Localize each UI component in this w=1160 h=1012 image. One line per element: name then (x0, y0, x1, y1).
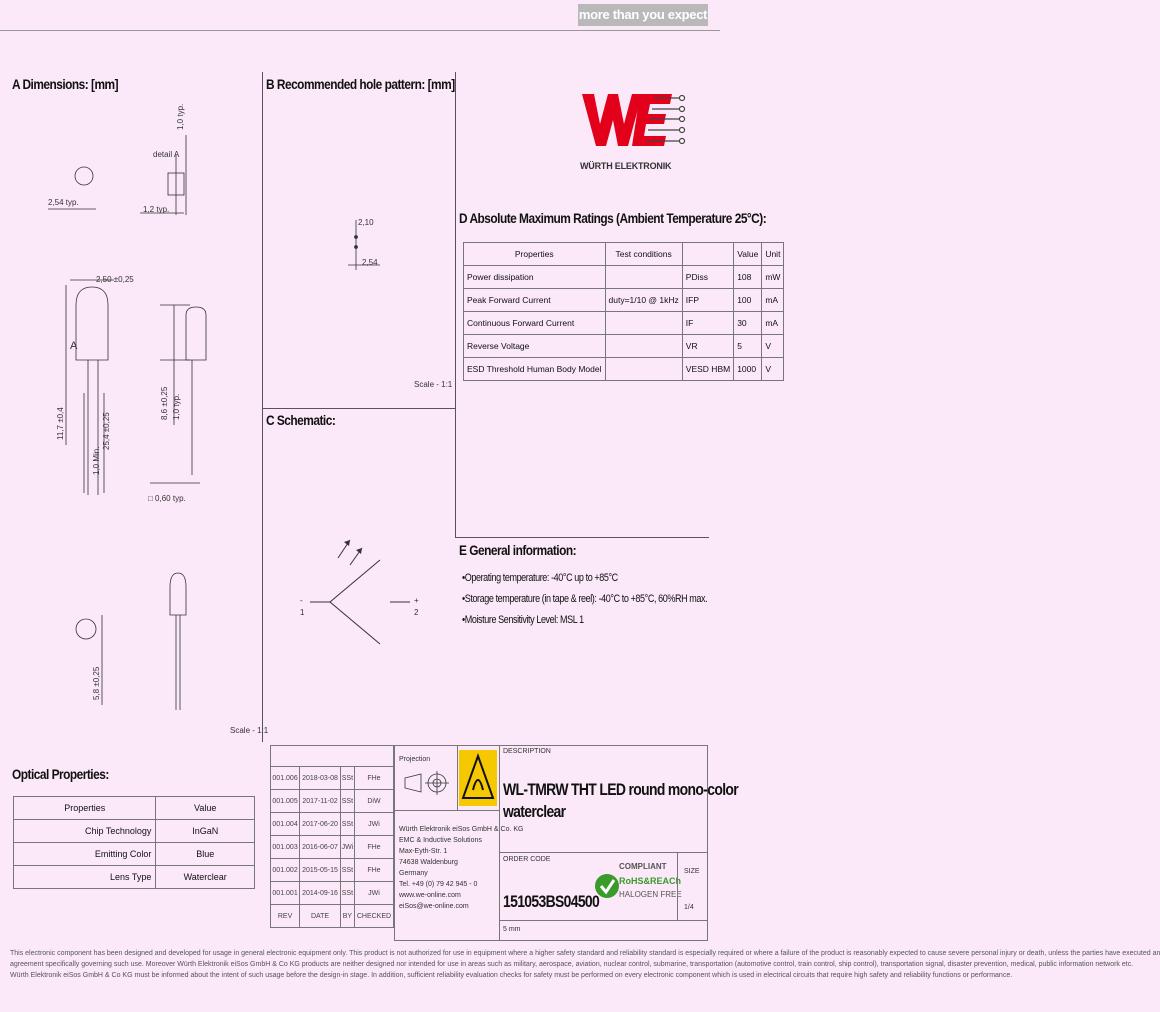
section-optical-title: Optical Properties: (12, 766, 109, 782)
dim-lead-length: 25,4 ±0,25 (102, 412, 111, 450)
dim-detail-marker: A (70, 340, 78, 352)
table-row (14, 843, 255, 866)
revision-header: CHECKED (354, 905, 393, 928)
revision-cell: DiW (354, 790, 393, 813)
rohs-reach-label: RoHS&REACh (619, 876, 681, 886)
compliance-badge (593, 856, 682, 916)
ratings-cell (605, 266, 682, 289)
revision-cell: SSt (340, 882, 354, 905)
ratings-cell: V (762, 335, 784, 358)
size-box (677, 852, 709, 920)
hole-dim-pitch: 2,54 (362, 258, 378, 267)
ratings-cell: VESD HBM (682, 358, 733, 381)
dim-detail-height: 1,0 typ. (176, 103, 185, 130)
ratings-header (682, 243, 733, 266)
table-row (271, 790, 394, 813)
optical-header-row (14, 797, 255, 820)
description-label: DESCRIPTION (503, 748, 551, 755)
ratings-header: Value (734, 243, 762, 266)
revision-cell: 2015-05-15 (300, 859, 341, 882)
ratings-cell: 108 (734, 266, 762, 289)
ratings-cell: Power dissipation (464, 266, 606, 289)
ratings-cell: Reverse Voltage (464, 335, 606, 358)
wurth-logo (580, 84, 690, 174)
table-row (464, 358, 784, 381)
footer-disclaimer (10, 948, 1160, 981)
revision-cell: 2017-11-02 (300, 790, 341, 813)
section-hole-title: B Recommended hole pattern: [mm] (266, 76, 455, 92)
revision-cell: JWi (354, 813, 393, 836)
address-line: Würth Elektronik eiSos GmbH & Co. KG (399, 826, 524, 833)
ratings-cell: mA (762, 312, 784, 335)
table-row (464, 312, 784, 335)
revision-header: DATE (300, 905, 341, 928)
table-row (271, 746, 394, 767)
revision-cell: FHe (354, 859, 393, 882)
footer-line: agreement specifically governing such use. Moreover Würth Elektronik eiSos GmbH & Co KG products are neither designed nor intended for use in areas such as military, aerospace, aviation, nuclear control, submarine, transportation (automotive control, train control, ship control), transportation signal, disaster prevention, medical, public information network etc. (10, 961, 1134, 968)
dim-diameter: 5,8 ±0,25 (92, 666, 101, 700)
dim-detail-width: 1,2 typ. (143, 205, 170, 214)
ratings-cell: Continuous Forward Current (464, 312, 606, 335)
section-schematic-title: C Schematic: (266, 412, 336, 428)
revision-cell: 001.006 (271, 767, 300, 790)
table-row (271, 905, 394, 928)
optical-table (13, 796, 255, 889)
table-row (464, 289, 784, 312)
revision-cell: JWi (354, 882, 393, 905)
size-label: SIZE (684, 868, 700, 875)
list-item: •Operating temperature: -40°C up to +85°C (462, 572, 618, 584)
list-item: •Moisture Sensitivity Level: MSL 1 (462, 614, 584, 626)
ratings-cell: ESD Threshold Human Body Model (464, 358, 606, 381)
schematic-plus: + (414, 596, 419, 605)
address-line: eiSos@we-online.com (399, 903, 469, 910)
dim-pitch: 2,54 typ. (48, 198, 79, 207)
ratings-cell: mA (762, 289, 784, 312)
revision-table (270, 745, 394, 928)
section-ratings-title: D Absolute Maximum Ratings (Ambient Temperature 25°C): (459, 210, 767, 226)
dim-detail-label: detail A (153, 150, 180, 159)
divider-b-c (262, 408, 455, 409)
esd-warning-icon (459, 750, 497, 806)
address-line: Max-Eyth-Str. 1 (399, 848, 448, 855)
table-row (14, 866, 255, 889)
footer-line: Würth Elektronik eiSos GmbH & Co KG must be informed about the intent of such usage before the design-in stage. In addition, sufficient reliability evaluation checks for safety must be performed on every electronic component which is used in electrical circuits that require high safety and reliability functions or performance. (10, 972, 1013, 979)
ratings-cell: IF (682, 312, 733, 335)
table-row (271, 836, 394, 859)
ratings-cell: 1000 (734, 358, 762, 381)
address-line: www.we-online.com (399, 892, 461, 899)
address-line: Germany (399, 870, 428, 877)
divider-a-b (262, 72, 263, 742)
list-item: •Storage temperature (in tape & reel): -40°C to +85°C, 60%RH max. (462, 593, 708, 605)
address-line: EMC & Inductive Solutions (399, 837, 482, 844)
schematic-pin2: 2 (414, 608, 419, 617)
dim-body-width: 2,50 ±0,25 (96, 275, 134, 284)
dim-scale: Scale - 1:1 (230, 726, 269, 735)
dim-total-height: 11,7 ±0,4 (56, 407, 65, 440)
table-row (271, 767, 394, 790)
table-row (271, 882, 394, 905)
ratings-cell: PDiss (682, 266, 733, 289)
optical-cell: InGaN (156, 820, 255, 843)
revision-cell: 2016-06-07 (300, 836, 341, 859)
revision-cell: 001.005 (271, 790, 300, 813)
logo-wordmark: WÜRTH ELEKTRONIK (580, 161, 672, 171)
optical-cell: Blue (156, 843, 255, 866)
dim-min-length: 1,0 Min. (92, 446, 101, 475)
ratings-cell (605, 312, 682, 335)
ratings-cell: Peak Forward Current (464, 289, 606, 312)
ratings-header: Properties (464, 243, 606, 266)
compliance-check-icon (593, 856, 621, 912)
we-logo-icon (580, 84, 690, 156)
ratings-cell: 30 (734, 312, 762, 335)
revision-cell: 001.001 (271, 882, 300, 905)
revision-cell: FHe (354, 836, 393, 859)
product-title: WL-TMRW THT LED round mono-color (503, 780, 739, 799)
optical-header: Value (156, 797, 255, 820)
revision-header: REV (271, 905, 300, 928)
schematic-pin1: 1 (300, 608, 305, 617)
projection-box (395, 746, 458, 811)
footer-line: This electronic component has been designed and developed for usage in general electronic equipment only. This product is not authorized for use in equipment where a higher safety standard and reliability standard is especially required or where a failure of the product is reasonably expected to cause severe personal injury or death, unless the parties have executed an (10, 950, 1160, 957)
divider-d-e (455, 537, 709, 538)
title-block (394, 745, 739, 941)
revision-cell: 2014-09-16 (300, 882, 341, 905)
optical-cell: Emitting Color (14, 843, 156, 866)
ratings-cell: duty=1/10 @ 1kHz (605, 289, 682, 312)
projection-symbol-icon (403, 768, 451, 798)
esd-box (457, 746, 500, 811)
revision-cell: 001.004 (271, 813, 300, 836)
ratings-cell: V (762, 358, 784, 381)
revision-cell: SSt (340, 813, 354, 836)
ratings-cell: VR (682, 335, 733, 358)
compliant-label: COMPLIANT (619, 862, 667, 871)
size-value: 5 mm (503, 926, 521, 933)
ratings-cell: mW (762, 266, 784, 289)
address-line: Tel. +49 (0) 79 42 945 - 0 (399, 881, 478, 888)
schematic-minus: - (300, 596, 303, 605)
optical-cell: Lens Type (14, 866, 156, 889)
halogen-free-label: HALOGEN FREE (619, 890, 682, 899)
dim-lens-height: 8,6 ±0,25 (160, 386, 169, 420)
revision-cell: SSt (340, 859, 354, 882)
hole-dim-diameter: 2,10 (358, 218, 374, 227)
optical-header: Properties (14, 797, 156, 820)
ratings-cell (605, 358, 682, 381)
ratings-table (463, 242, 784, 381)
revision-cell: 2018-03-08 (300, 767, 341, 790)
ratings-header-row (464, 243, 784, 266)
table-row (464, 266, 784, 289)
general-info-list (462, 568, 761, 631)
address-line: 74638 Waldenburg (399, 859, 458, 866)
revision-cell: 2017-06-20 (300, 813, 341, 836)
dim-lead-square: □ 0,60 typ. (148, 494, 186, 503)
ratings-header: Test conditions (605, 243, 682, 266)
table-row (14, 820, 255, 843)
ratings-cell: 100 (734, 289, 762, 312)
divider-b-d (455, 72, 456, 537)
revision-cell: FHe (354, 767, 393, 790)
revision-cell: 001.003 (271, 836, 300, 859)
product-subtitle: waterclear (503, 802, 566, 821)
ratings-cell (605, 335, 682, 358)
brand-tagline: more than you expect (578, 4, 708, 26)
revision-cell: 001.002 (271, 859, 300, 882)
table-row (271, 813, 394, 836)
dim-flange: 1,0 typ. (172, 393, 181, 420)
top-divider (0, 30, 720, 31)
led-schematic (290, 520, 440, 660)
revision-header: BY (340, 905, 354, 928)
projection-label: Projection (399, 756, 431, 763)
revision-cell: SSt (340, 767, 354, 790)
hole-scale: Scale - 1:1 (414, 380, 453, 389)
revision-cell: SSt (340, 790, 354, 813)
ratings-cell: 5 (734, 335, 762, 358)
section-dimensions-title: A Dimensions: [mm] (12, 76, 119, 92)
size-divider (499, 920, 708, 921)
revision-spacer (271, 746, 394, 767)
optical-cell: Chip Technology (14, 820, 156, 843)
table-row (271, 859, 394, 882)
optical-cell: Waterclear (156, 866, 255, 889)
order-code: 151053BS04500 (503, 892, 600, 911)
ratings-cell: IFP (682, 289, 733, 312)
revision-cell: JWi (340, 836, 354, 859)
ratings-header: Unit (762, 243, 784, 266)
dimension-drawing (0, 95, 262, 745)
table-row (464, 335, 784, 358)
order-code-label: ORDER CODE (503, 856, 551, 863)
section-general-title: E General information: (459, 542, 577, 558)
page-number: 1/4 (684, 904, 694, 911)
